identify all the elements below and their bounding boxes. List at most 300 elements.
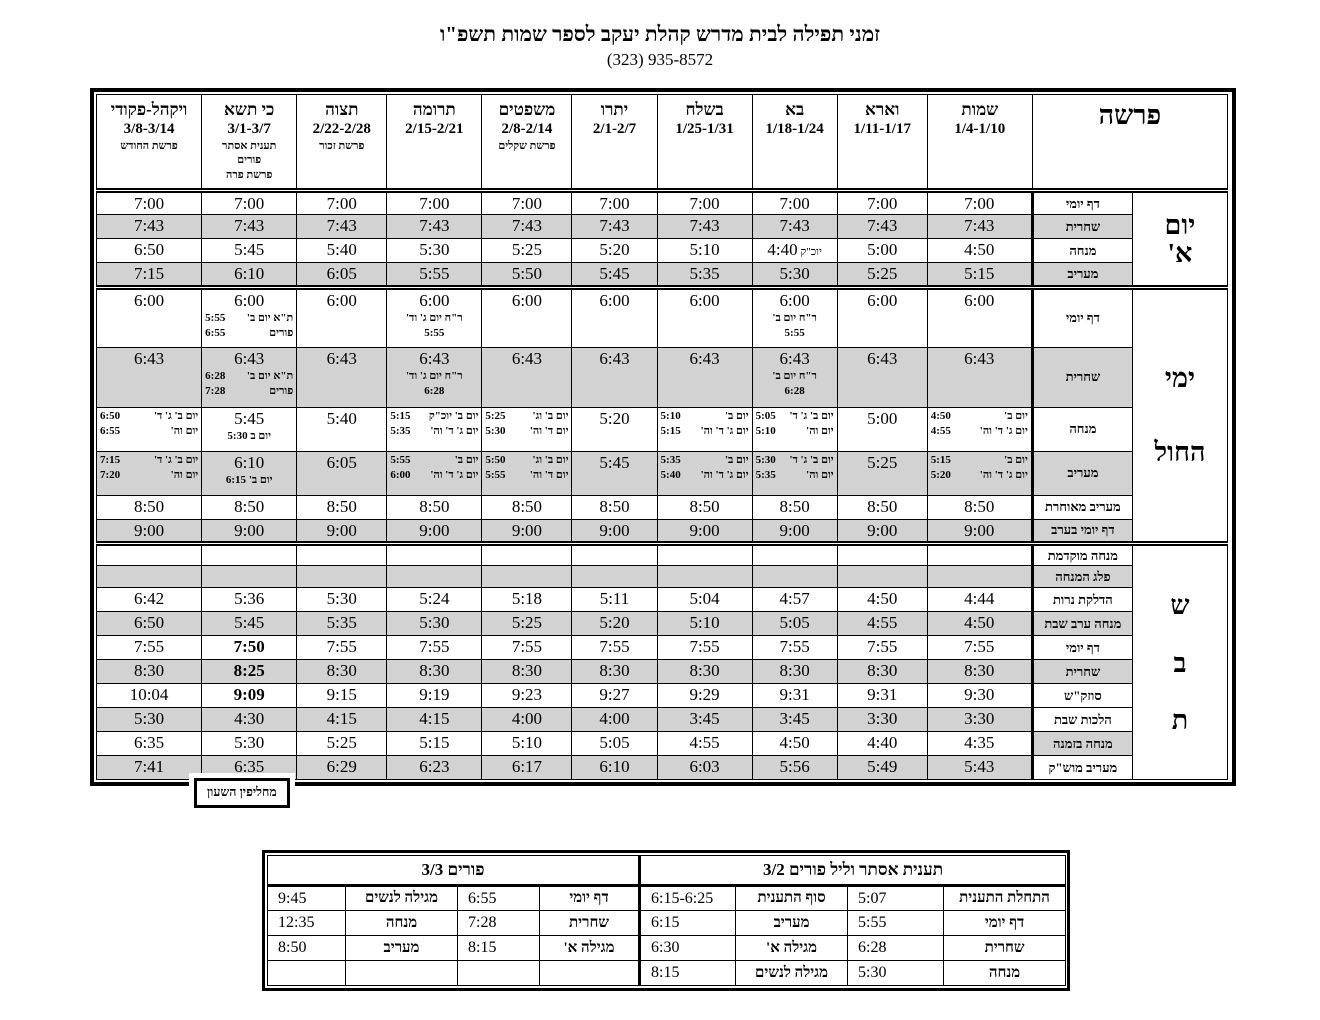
- time-cell: [297, 566, 387, 588]
- column-header: תרומה 2/15-2/21: [387, 95, 482, 191]
- time-cell: 6:05: [297, 263, 387, 287]
- row-label: מנחה: [1032, 239, 1132, 263]
- row-label: מנחה מוקדמת: [1032, 544, 1132, 566]
- time-cell: 6:00: [572, 287, 657, 347]
- purim-area: [262, 850, 1070, 991]
- time-cell: 8:50: [572, 495, 657, 519]
- row-label: שחרית: [1032, 215, 1132, 239]
- item-label: מגילה א': [736, 936, 848, 961]
- phone-number: (323) 935-8572: [606, 50, 714, 69]
- time-cell: [572, 566, 657, 588]
- time-cell: 9:00: [657, 519, 752, 543]
- item-time: 6:28: [848, 936, 944, 961]
- column-header: כי תשא 3/1-3/7 תענית אסתר פורים פרשת פרה: [202, 95, 297, 191]
- time-cell: [97, 544, 202, 566]
- time-cell: יום ב' ג' ד' 5:30 יום וה' 5:35: [752, 451, 837, 495]
- bottom-table: [267, 855, 1066, 986]
- time-cell: 6:23: [387, 756, 482, 780]
- time-cell: 6:50: [97, 612, 202, 636]
- time-cell: 4:00: [482, 708, 572, 732]
- time-cell: 6:03: [657, 756, 752, 780]
- time-cell: 5:00: [837, 407, 927, 451]
- table-row: [97, 756, 1228, 780]
- item-time: 5:07: [848, 886, 944, 911]
- time-cell: 5:15: [927, 263, 1032, 287]
- row-label: דף יומי: [1032, 636, 1132, 660]
- time-cell: 7:55: [837, 636, 927, 660]
- time-cell: 8:50: [927, 495, 1032, 519]
- time-cell: 9:23: [482, 684, 572, 708]
- schedule-area: [90, 88, 1236, 800]
- item-label: דף יומי: [540, 886, 640, 911]
- time-cell: [297, 544, 387, 566]
- time-cell: 8:30: [572, 660, 657, 684]
- time-cell: 5:30: [387, 239, 482, 263]
- time-cell: 9:27: [572, 684, 657, 708]
- time-cell: 7:43: [482, 215, 572, 239]
- time-cell: 6:43: [482, 347, 572, 407]
- time-cell: 4:44: [927, 588, 1032, 612]
- row-label: מעריב מוש"ק: [1032, 756, 1132, 780]
- time-cell: 6:43: [572, 347, 657, 407]
- time-cell: 4:50: [752, 732, 837, 756]
- table-row: [97, 407, 1228, 451]
- table-row: [97, 588, 1228, 612]
- time-cell: 5:45: [572, 263, 657, 287]
- time-cell: 7:55: [927, 636, 1032, 660]
- item-time: 12:35: [268, 911, 346, 936]
- item-time: 8:15: [640, 961, 736, 986]
- time-cell: 5:10: [657, 612, 752, 636]
- time-cell: 5:00: [837, 239, 927, 263]
- time-cell: 4:35: [927, 732, 1032, 756]
- row-label: מעריב: [1032, 451, 1132, 495]
- time-cell: 6:00: [657, 287, 752, 347]
- time-cell: 6:43 ת"א יום ב' 6:28 פורים 7:28: [202, 347, 297, 407]
- time-cell: 10:04: [97, 684, 202, 708]
- item-label: שחרית: [944, 936, 1066, 961]
- table-row: [97, 732, 1228, 756]
- group-label: ימי החול: [1132, 287, 1227, 543]
- time-cell: 9:29: [657, 684, 752, 708]
- time-cell: 9:00: [202, 519, 297, 543]
- bottom-table-frame: [262, 850, 1070, 991]
- time-cell: 8:50: [387, 495, 482, 519]
- time-cell: 5:10: [482, 732, 572, 756]
- item-time: 8:50: [268, 936, 346, 961]
- time-cell: יום ב' ג' ד' 6:50 יום וה' 6:55: [97, 407, 202, 451]
- time-cell: 5:30: [297, 588, 387, 612]
- time-cell: 5:30: [202, 732, 297, 756]
- time-cell: 6:00 ר"ח יום ג' וד' 5:55: [387, 287, 482, 347]
- time-cell: [482, 544, 572, 566]
- time-cell: 9:19: [387, 684, 482, 708]
- table-row: [268, 936, 1066, 961]
- item-label: התחלת התענית: [944, 886, 1066, 911]
- column-header: שמות 1/4-1/10: [927, 95, 1032, 191]
- item-time: [268, 961, 346, 986]
- main-table: [96, 94, 1228, 780]
- time-cell: [657, 566, 752, 588]
- time-cell: 7:55: [482, 636, 572, 660]
- column-header: ויקהל-פקודי 3/8-3/14 פרשת החודש: [97, 95, 202, 191]
- time-cell: 9:15: [297, 684, 387, 708]
- time-cell: 7:50: [202, 636, 297, 660]
- row-label: מעריב: [1032, 263, 1132, 287]
- table-row: [268, 911, 1066, 936]
- time-cell: 7:00: [837, 191, 927, 215]
- item-label: מעריב: [346, 936, 458, 961]
- time-cell: 3:30: [927, 708, 1032, 732]
- time-cell: 8:30: [752, 660, 837, 684]
- time-cell: 5:55: [387, 263, 482, 287]
- time-cell: 5:45: [202, 239, 297, 263]
- time-cell: 7:15: [97, 263, 202, 287]
- time-cell: 9:00: [97, 519, 202, 543]
- time-cell: 4:55: [657, 732, 752, 756]
- time-cell: 4:40: [837, 732, 927, 756]
- header-row: [97, 95, 1228, 191]
- time-cell: 8:25: [202, 660, 297, 684]
- time-cell: 8:50: [97, 495, 202, 519]
- table-row: [97, 660, 1228, 684]
- time-cell: 6:43 ר"ח יום ג' וד' 6:28: [387, 347, 482, 407]
- time-cell: 9:00: [482, 519, 572, 543]
- item-label: שחרית: [540, 911, 640, 936]
- item-label: מגילה א': [540, 936, 640, 961]
- time-cell: 5:20: [572, 612, 657, 636]
- time-cell: [927, 544, 1032, 566]
- table-row: [97, 684, 1228, 708]
- time-cell: 4:00: [572, 708, 657, 732]
- table-row: [97, 263, 1228, 287]
- time-cell: 4:50: [927, 239, 1032, 263]
- time-cell: 5:40: [297, 407, 387, 451]
- time-cell: 6:43: [927, 347, 1032, 407]
- table-row: [97, 191, 1228, 215]
- time-cell: יום ב' וג' 5:50 יום ד' וה' 5:55: [482, 451, 572, 495]
- column-header: משפטים 2/8-2/14 פרשת שקלים: [482, 95, 572, 191]
- time-cell: 5:11: [572, 588, 657, 612]
- time-cell: 6:00: [837, 287, 927, 347]
- time-cell: 7:00: [657, 191, 752, 215]
- time-cell: 8:50: [482, 495, 572, 519]
- time-cell: יוכ"ק 4:40: [752, 239, 837, 263]
- time-cell: 5:05: [572, 732, 657, 756]
- row-label: הלכות שבת: [1032, 708, 1132, 732]
- table-row: [97, 544, 1228, 566]
- item-time: 5:55: [848, 911, 944, 936]
- row-label: מנחה ערב שבת: [1032, 612, 1132, 636]
- time-cell: [387, 544, 482, 566]
- time-cell: 7:41: [97, 756, 202, 780]
- time-cell: יום ב' 5:10 יום ג' ד' וה' 5:15: [657, 407, 752, 451]
- time-cell: 8:30: [97, 660, 202, 684]
- item-time: 6:30: [640, 936, 736, 961]
- time-cell: 8:50: [202, 495, 297, 519]
- time-cell: 7:43: [657, 215, 752, 239]
- time-cell: 4:50: [837, 588, 927, 612]
- time-cell: 6:50: [97, 239, 202, 263]
- row-label: שחרית: [1032, 660, 1132, 684]
- time-cell: 6:05: [297, 451, 387, 495]
- time-cell: 4:15: [387, 708, 482, 732]
- time-cell: [572, 544, 657, 566]
- time-cell: יום ב' ג' ד' 5:05 יום וה' 5:10: [752, 407, 837, 451]
- time-cell: 7:55: [97, 636, 202, 660]
- time-cell: 9:31: [837, 684, 927, 708]
- time-cell: 7:43: [837, 215, 927, 239]
- time-cell: [202, 566, 297, 588]
- time-cell: 6:00: [927, 287, 1032, 347]
- row-label: מנחה: [1032, 407, 1132, 451]
- column-header: תצוה 2/22-2/28 פרשת זכור: [297, 95, 387, 191]
- time-cell: יום ב' 4:50 יום ג' ד' וה' 4:55: [927, 407, 1032, 451]
- time-cell: 6:00 ר"ח יום ב' 5:55: [752, 287, 837, 347]
- item-label: [346, 961, 458, 986]
- time-cell: 6:00: [297, 287, 387, 347]
- time-cell: 9:31: [752, 684, 837, 708]
- row-label: דף יומי בערב: [1032, 519, 1132, 543]
- item-time: 8:15: [458, 936, 540, 961]
- time-cell: 6:43: [657, 347, 752, 407]
- table-row: [97, 451, 1228, 495]
- item-label: מגילה לנשים: [346, 886, 458, 911]
- time-cell: 4:30: [202, 708, 297, 732]
- page-title: זמני תפילה לבית מדרש קהלת יעקב לספר שמות תשפ"ו: [439, 22, 881, 46]
- item-time: 7:28: [458, 911, 540, 936]
- table-row: [268, 886, 1066, 911]
- time-cell: 8:50: [752, 495, 837, 519]
- time-cell: 7:43: [297, 215, 387, 239]
- time-cell: 4:15: [297, 708, 387, 732]
- time-cell: 8:50: [657, 495, 752, 519]
- column-header: בשלח 1/25-1/31: [657, 95, 752, 191]
- row-label: סוזק"ש: [1032, 684, 1132, 708]
- time-cell: 5:45: [202, 612, 297, 636]
- item-label: דף יומי: [944, 911, 1066, 936]
- group-label: ש ב ת: [1132, 544, 1227, 780]
- time-cell: 7:43: [927, 215, 1032, 239]
- time-cell: 5:40: [297, 239, 387, 263]
- time-cell: 6:10 יום ב' 6:15: [202, 451, 297, 495]
- time-cell: 5:43: [927, 756, 1032, 780]
- time-cell: יום ב' 5:15 יום ג' ד' וה' 5:20: [927, 451, 1032, 495]
- time-cell: 5:36: [202, 588, 297, 612]
- time-cell: 6:29: [297, 756, 387, 780]
- time-cell: 7:00: [297, 191, 387, 215]
- time-cell: 8:30: [482, 660, 572, 684]
- item-time: 6:55: [458, 886, 540, 911]
- time-cell: 6:17: [482, 756, 572, 780]
- parsha-header: פרשה: [1032, 95, 1227, 191]
- table-row: [268, 961, 1066, 986]
- table-row: [97, 612, 1228, 636]
- time-cell: 7:43: [387, 215, 482, 239]
- table-row: [97, 566, 1228, 588]
- time-cell: 6:43: [97, 347, 202, 407]
- time-cell: 4:55: [837, 612, 927, 636]
- time-cell: 5:50: [482, 263, 572, 287]
- time-cell: 6:10: [202, 263, 297, 287]
- row-label: פלג המנחה: [1032, 566, 1132, 588]
- time-cell: 8:50: [297, 495, 387, 519]
- time-cell: 7:00: [387, 191, 482, 215]
- row-label: דף יומי: [1032, 287, 1132, 347]
- time-cell: 9:00: [927, 519, 1032, 543]
- item-label: סוף התענית: [736, 886, 848, 911]
- item-time: 6:15-6:25: [640, 886, 736, 911]
- time-cell: 6:42: [97, 588, 202, 612]
- header-row: [268, 856, 1066, 886]
- row-label: מנחה בזמנה: [1032, 732, 1132, 756]
- time-cell: 6:43 ר"ח יום ב' 6:28: [752, 347, 837, 407]
- time-cell: יום ב' ג' ד' 7:15 יום וה' 7:20: [97, 451, 202, 495]
- time-cell: 9:00: [752, 519, 837, 543]
- time-cell: 5:30: [752, 263, 837, 287]
- table-row: [97, 215, 1228, 239]
- time-cell: 5:49: [837, 756, 927, 780]
- row-label: הדלקת נרות: [1032, 588, 1132, 612]
- time-cell: 8:30: [297, 660, 387, 684]
- item-label: מעריב: [736, 911, 848, 936]
- table-row: [97, 636, 1228, 660]
- column-header: בא 1/18-1/24: [752, 95, 837, 191]
- time-cell: 5:45: [572, 451, 657, 495]
- table-row: [97, 519, 1228, 543]
- time-cell: 7:00: [202, 191, 297, 215]
- time-cell: 3:45: [657, 708, 752, 732]
- time-cell: [837, 544, 927, 566]
- time-cell: 5:05: [752, 612, 837, 636]
- time-cell: 8:30: [657, 660, 752, 684]
- time-cell: 5:20: [572, 407, 657, 451]
- time-cell: 5:45 יום ב 5:30: [202, 407, 297, 451]
- time-cell: 7:00: [572, 191, 657, 215]
- main-table-frame: [90, 88, 1236, 786]
- table-row: [97, 347, 1228, 407]
- time-cell: 6:35: [97, 732, 202, 756]
- time-cell: יום ב' 5:55 יום ג' ד' וה' 6:00: [387, 451, 482, 495]
- time-cell: 7:55: [387, 636, 482, 660]
- time-cell: 7:55: [297, 636, 387, 660]
- time-cell: [387, 566, 482, 588]
- item-label: [540, 961, 640, 986]
- time-cell: [837, 566, 927, 588]
- section-header: פורים 3/3: [268, 856, 640, 886]
- time-cell: 9:00: [297, 519, 387, 543]
- time-cell: 3:30: [837, 708, 927, 732]
- column-header: וארא 1/11-1/17: [837, 95, 927, 191]
- time-cell: 5:25: [482, 612, 572, 636]
- time-cell: 7:00: [752, 191, 837, 215]
- time-cell: 7:00: [97, 191, 202, 215]
- time-cell: 7:00: [927, 191, 1032, 215]
- time-cell: 6:10: [572, 756, 657, 780]
- time-cell: 5:35: [657, 263, 752, 287]
- time-cell: 7:55: [572, 636, 657, 660]
- time-cell: 8:50: [837, 495, 927, 519]
- table-row: [97, 239, 1228, 263]
- time-cell: 5:25: [837, 263, 927, 287]
- time-cell: [482, 566, 572, 588]
- item-time: 6:15: [640, 911, 736, 936]
- time-cell: 8:30: [387, 660, 482, 684]
- time-cell: 9:30: [927, 684, 1032, 708]
- time-cell: 5:30: [97, 708, 202, 732]
- item-label: מנחה: [346, 911, 458, 936]
- time-cell: [752, 566, 837, 588]
- time-cell: 5:18: [482, 588, 572, 612]
- time-cell: 4:50: [927, 612, 1032, 636]
- time-cell: 5:30: [387, 612, 482, 636]
- time-cell: 5:24: [387, 588, 482, 612]
- time-cell: 5:20: [572, 239, 657, 263]
- time-cell: [202, 544, 297, 566]
- time-cell: 8:30: [837, 660, 927, 684]
- table-row: [97, 708, 1228, 732]
- row-label: מעריב מאוחרת: [1032, 495, 1132, 519]
- time-cell: [657, 544, 752, 566]
- time-cell: 8:30: [927, 660, 1032, 684]
- time-cell: 5:15: [387, 732, 482, 756]
- time-cell: 7:00: [482, 191, 572, 215]
- time-cell: 5:25: [482, 239, 572, 263]
- time-cell: [97, 566, 202, 588]
- time-cell: 9:00: [837, 519, 927, 543]
- table-row: [97, 495, 1228, 519]
- time-cell: 5:56: [752, 756, 837, 780]
- time-cell: 6:43: [297, 347, 387, 407]
- time-cell: 5:35: [297, 612, 387, 636]
- item-label: מנחה: [944, 961, 1066, 986]
- time-cell: 6:00: [482, 287, 572, 347]
- time-cell: 5:10: [657, 239, 752, 263]
- item-time: [458, 961, 540, 986]
- item-time: 5:30: [848, 961, 944, 986]
- time-cell: 3:45: [752, 708, 837, 732]
- time-cell: 9:00: [387, 519, 482, 543]
- row-label: דף יומי: [1032, 191, 1132, 215]
- time-cell: [927, 566, 1032, 588]
- time-cell: 7:43: [752, 215, 837, 239]
- time-cell: 6:00 ת"א יום ב' 5:55 פורים 6:55: [202, 287, 297, 347]
- time-cell: 6:00: [97, 287, 202, 347]
- time-cell: 6:43: [837, 347, 927, 407]
- time-cell: 7:55: [752, 636, 837, 660]
- time-cell: 7:43: [572, 215, 657, 239]
- clock-change-note: מחליפין השעון: [194, 778, 290, 808]
- time-cell: [752, 544, 837, 566]
- time-cell: יום ב' יוכ"ק 5:15 יום ג' ד' וה' 5:35: [387, 407, 482, 451]
- row-label: שחרית: [1032, 347, 1132, 407]
- time-cell: 9:00: [572, 519, 657, 543]
- time-cell: יום ב' 5:35 יום ג' ד' וה' 5:40: [657, 451, 752, 495]
- time-cell: יום ב' וג' 5:25 יום ד' וה' 5:30: [482, 407, 572, 451]
- section-header: תענית אסתר וליל פורים 3/2: [640, 856, 1066, 886]
- table-row: [97, 287, 1228, 347]
- time-cell: 9:09: [202, 684, 297, 708]
- item-label: מגילה לנשים: [736, 961, 848, 986]
- time-cell: 4:57: [752, 588, 837, 612]
- time-cell: 5:25: [837, 451, 927, 495]
- time-cell: 7:55: [657, 636, 752, 660]
- item-time: 9:45: [268, 886, 346, 911]
- time-cell: 5:04: [657, 588, 752, 612]
- time-cell: 7:43: [97, 215, 202, 239]
- column-header: יתרו 2/1-2/7: [572, 95, 657, 191]
- time-cell: 6:35: [202, 756, 297, 780]
